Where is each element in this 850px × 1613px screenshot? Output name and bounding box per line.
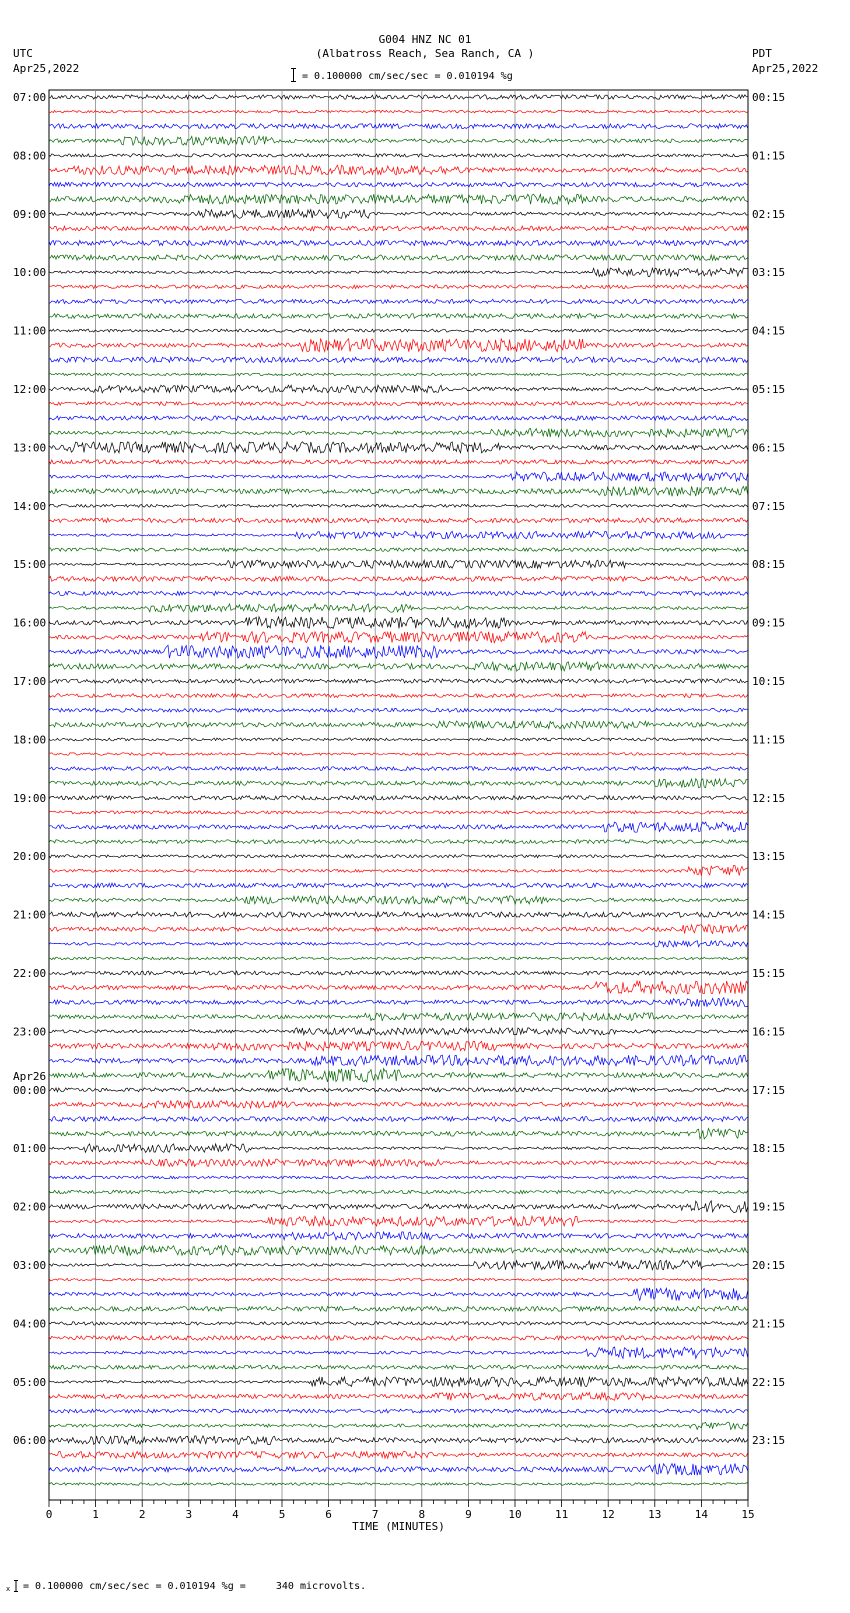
- trace-row-27: [49, 486, 748, 496]
- trace-row-7: [49, 194, 748, 204]
- trace-row-77: [49, 1216, 748, 1226]
- scale-text: = 0.100000 cm/sec/sec = 0.010194 %g: [302, 71, 513, 82]
- trace-row-30: [49, 531, 748, 538]
- trace-row-72: [49, 1144, 748, 1153]
- left-hour-label: 16:00: [13, 616, 47, 630]
- left-hour-label: 20:00: [13, 850, 47, 864]
- trace-row-89: [49, 1393, 748, 1401]
- trace-row-4: [49, 154, 748, 157]
- trace-row-81: [49, 1278, 748, 1281]
- left-hour-label: 06:00: [13, 1434, 47, 1448]
- trace-row-41: [49, 694, 748, 698]
- trace-row-92: [49, 1436, 748, 1445]
- trace-row-52: [49, 855, 748, 858]
- right-hour-label: 09:15: [752, 616, 786, 630]
- trace-row-32: [49, 560, 748, 568]
- trace-row-28: [49, 504, 748, 507]
- svg-text:x: x: [6, 1585, 11, 1593]
- trace-row-43: [49, 721, 748, 729]
- right-hour-label: 02:15: [752, 207, 786, 221]
- trace-row-60: [49, 971, 748, 975]
- trace-row-38: [49, 645, 748, 658]
- right-hour-label: 18:15: [752, 1142, 786, 1156]
- x-tick-label: 14: [694, 1508, 709, 1521]
- trace-row-83: [49, 1306, 748, 1311]
- left-hour-label: 13:00: [13, 441, 47, 455]
- trace-row-51: [49, 840, 748, 844]
- trace-row-13: [49, 285, 748, 289]
- right-hour-label: 16:15: [752, 1025, 786, 1039]
- right-hour-label: 14:15: [752, 908, 786, 922]
- trace-row-88: [49, 1377, 748, 1387]
- left-date: Apr25,2022: [13, 62, 80, 75]
- x-tick-label: 7: [371, 1508, 379, 1521]
- left-hour-label: 03:00: [13, 1259, 47, 1272]
- trace-row-47: [49, 779, 748, 788]
- right-hour-label: 13:15: [752, 850, 786, 864]
- trace-row-59: [49, 957, 748, 960]
- x-tick-label: 11: [554, 1508, 569, 1521]
- x-tick-label: 2: [138, 1508, 146, 1521]
- trace-row-93: [49, 1451, 748, 1458]
- left-hour-label: 15:00: [13, 558, 47, 572]
- trace-row-67: [49, 1068, 748, 1082]
- left-hour-label: 05:00: [13, 1375, 47, 1389]
- right-hour-label: 12:15: [752, 791, 786, 805]
- trace-row-26: [49, 472, 748, 481]
- x-tick-label: 13: [648, 1508, 662, 1521]
- left-hour-label: 00:00: [13, 1083, 47, 1097]
- trace-row-31: [49, 548, 748, 551]
- x-tick-label: 15: [741, 1508, 755, 1521]
- right-hour-label: 22:15: [752, 1375, 786, 1389]
- trace-row-55: [49, 896, 748, 904]
- trace-row-79: [49, 1246, 748, 1256]
- trace-row-45: [49, 753, 748, 756]
- trace-row-49: [49, 811, 748, 814]
- trace-row-22: [49, 416, 748, 421]
- left-hour-label: 11:00: [13, 324, 47, 338]
- right-hour-label: 05:15: [752, 383, 786, 396]
- trace-row-50: [49, 822, 748, 832]
- trace-row-87: [49, 1365, 748, 1369]
- trace-row-78: [49, 1232, 748, 1240]
- trace-row-70: [49, 1117, 748, 1122]
- trace-row-86: [49, 1347, 748, 1358]
- right-hour-label: 21:15: [752, 1317, 786, 1331]
- trace-row-94: [49, 1464, 748, 1476]
- right-hour-label: 23:15: [752, 1434, 786, 1448]
- trace-row-66: [49, 1055, 748, 1066]
- trace-row-40: [49, 679, 748, 683]
- trace-row-9: [49, 226, 748, 231]
- right-hour-label: 10:15: [752, 675, 786, 688]
- right-hour-label: 20:15: [752, 1259, 786, 1272]
- right-date: Apr25,2022: [752, 62, 819, 75]
- trace-row-56: [49, 912, 748, 917]
- trace-row-71: [49, 1129, 748, 1139]
- trace-row-39: [49, 662, 748, 671]
- left-hour-label: 19:00: [13, 791, 47, 805]
- left-hour-label: 07:00: [13, 91, 47, 104]
- trace-row-57: [49, 925, 748, 934]
- x-tick-label: 12: [601, 1508, 615, 1521]
- trace-row-14: [49, 299, 748, 303]
- trace-row-37: [49, 632, 748, 643]
- trace-row-84: [49, 1322, 748, 1325]
- right-timezone: PDT: [752, 47, 772, 60]
- right-hour-label: 04:15: [752, 324, 786, 338]
- trace-row-3: [49, 136, 748, 145]
- left-hour-label: 04:00: [13, 1317, 47, 1331]
- trace-row-0: [49, 95, 748, 99]
- left-hour-label: 12:00: [13, 383, 47, 396]
- x-tick-label: 9: [465, 1508, 472, 1521]
- trace-row-8: [49, 209, 748, 218]
- trace-row-34: [49, 591, 748, 595]
- right-hour-label: 00:15: [752, 91, 786, 104]
- trace-row-90: [49, 1409, 748, 1413]
- trace-row-2: [49, 124, 748, 129]
- left-hour-label: 22:00: [13, 967, 47, 980]
- left-hour-label: 14:00: [13, 499, 47, 513]
- trace-row-33: [49, 576, 748, 581]
- trace-row-68: [49, 1088, 748, 1092]
- trace-row-6: [49, 182, 748, 186]
- trace-row-63: [49, 1013, 748, 1021]
- trace-row-95: [49, 1483, 748, 1486]
- x-tick-label: 1: [92, 1508, 99, 1521]
- x-axis-label: TIME (MINUTES): [352, 1520, 445, 1533]
- trace-row-62: [49, 998, 748, 1007]
- trace-row-75: [49, 1190, 748, 1194]
- right-hour-label: 17:15: [752, 1083, 786, 1097]
- trace-row-15: [49, 314, 748, 319]
- left-hour-label: 08:00: [13, 149, 47, 163]
- left-hour-label: 23:00: [13, 1025, 47, 1039]
- trace-row-20: [49, 385, 748, 393]
- trace-row-24: [49, 442, 748, 453]
- trace-row-91: [49, 1422, 748, 1429]
- trace-row-69: [49, 1101, 748, 1109]
- x-tick-label: 5: [278, 1508, 286, 1521]
- trace-row-29: [49, 518, 748, 523]
- chart-title: G004 HNZ NC 01: [378, 33, 472, 46]
- right-hour-label: 06:15: [752, 441, 786, 455]
- right-hour-label: 19:15: [752, 1200, 786, 1214]
- left-hour-label: 10:00: [13, 266, 47, 280]
- trace-row-21: [49, 402, 748, 406]
- trace-row-35: [49, 604, 748, 612]
- left-hour-label: 09:00: [13, 207, 47, 221]
- trace-row-19: [49, 373, 748, 376]
- plot-frame: [49, 90, 748, 1500]
- x-tick-label: 4: [232, 1508, 239, 1521]
- x-tick-label: 6: [325, 1508, 332, 1521]
- trace-row-46: [49, 767, 748, 771]
- trace-row-53: [49, 866, 748, 876]
- trace-row-80: [49, 1260, 748, 1270]
- station-location: (Albatross Reach, Sea Ranch, CA ): [315, 47, 535, 60]
- trace-row-12: [49, 268, 748, 277]
- trace-row-73: [49, 1159, 748, 1166]
- trace-row-5: [49, 165, 748, 175]
- trace-row-58: [49, 941, 748, 947]
- x-tick-label: 3: [185, 1508, 193, 1521]
- right-hour-label: 08:15: [752, 558, 786, 572]
- left-timezone: UTC: [13, 47, 33, 60]
- x-tick-label: 10: [508, 1508, 522, 1521]
- trace-row-76: [49, 1201, 748, 1213]
- trace-row-1: [49, 110, 748, 113]
- trace-row-61: [49, 981, 748, 994]
- trace-row-11: [49, 255, 748, 260]
- left-hour-label: 21:00: [13, 908, 47, 922]
- left-date-change-label: Apr26: [13, 1069, 47, 1083]
- left-hour-label: 18:00: [13, 733, 47, 747]
- right-hour-label: 01:15: [752, 149, 786, 163]
- trace-row-17: [49, 339, 748, 352]
- trace-row-10: [49, 240, 748, 245]
- right-hour-label: 11:15: [752, 733, 786, 747]
- trace-row-36: [49, 617, 748, 629]
- trace-row-74: [49, 1176, 748, 1179]
- trace-row-48: [49, 796, 748, 800]
- trace-row-65: [49, 1041, 748, 1050]
- trace-row-85: [49, 1336, 748, 1341]
- left-hour-label: 02:00: [13, 1200, 47, 1214]
- trace-row-54: [49, 883, 748, 888]
- trace-row-23: [49, 429, 748, 438]
- trace-row-16: [49, 329, 748, 332]
- left-hour-label: 17:00: [13, 675, 47, 688]
- right-hour-label: 03:15: [752, 266, 786, 280]
- left-hour-label: 01:00: [13, 1142, 47, 1156]
- right-hour-label: 07:15: [752, 499, 786, 513]
- right-hour-label: 15:15: [752, 967, 786, 980]
- trace-row-82: [49, 1288, 748, 1301]
- trace-row-18: [49, 357, 748, 362]
- footer-scale-text: = 0.100000 cm/sec/sec = 0.010194 %g = 340 microvolts.: [23, 1581, 367, 1592]
- trace-row-42: [49, 708, 748, 712]
- trace-row-25: [49, 460, 748, 464]
- trace-row-44: [49, 738, 748, 741]
- x-tick-label: 0: [45, 1508, 53, 1521]
- x-tick-label: 8: [418, 1508, 426, 1521]
- trace-row-64: [49, 1028, 748, 1035]
- footer-scale-icon: [6, 1578, 20, 1592]
